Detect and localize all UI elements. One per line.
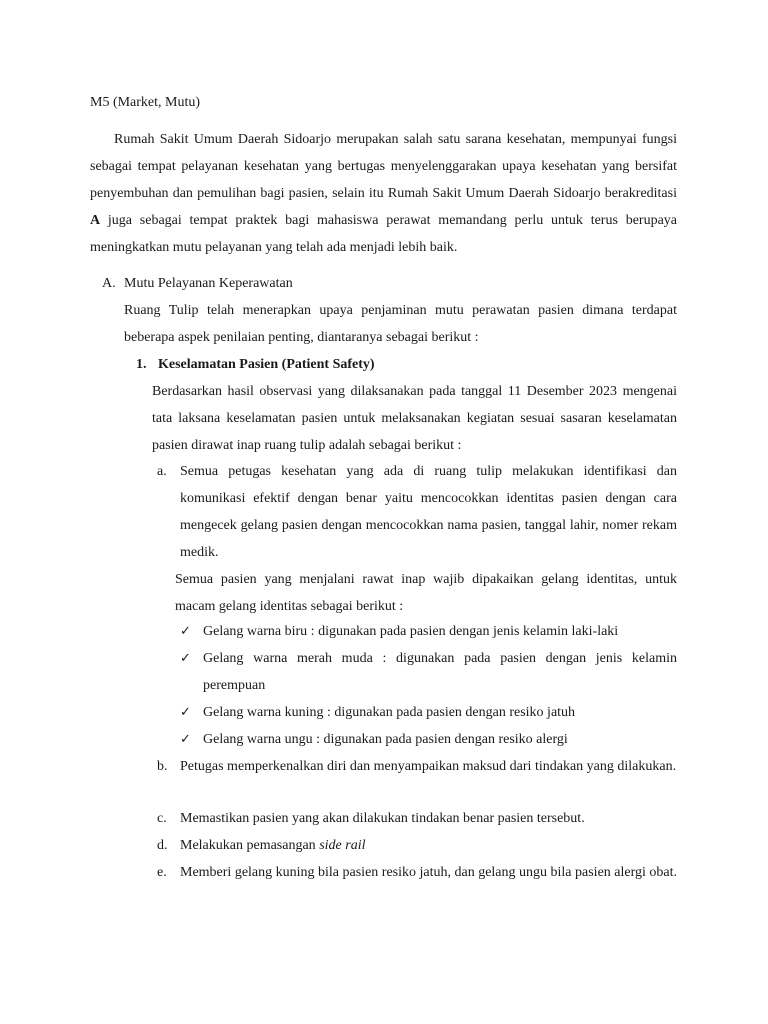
section-a-title: Mutu Pelayanan Keperawatan [124,276,293,291]
check-mark-icon: ✓ [180,651,191,666]
list-item-b-text: Petugas memperkenalkan diri dan menyampaikan maksud dari tindakan yang dilakukan. [180,759,677,774]
check-mark-icon: ✓ [180,732,191,747]
section-a-body: Ruang Tulip telah menerapkan upaya penjaminan mutu perawatan pasien dimana terdapat beberapa aspek penilaian penting, diantaranya sebagai berikut : [124,303,677,345]
list-item-a-marker: a. [157,464,167,479]
check-item-text: Gelang warna biru : digunakan pada pasien dengan jenis kelamin laki-laki [203,624,619,639]
list-item-c-text: Memastikan pasien yang akan dilakukan tindakan benar pasien tersebut. [180,811,585,826]
list-item-c-marker: c. [157,811,167,826]
check-item-text: Gelang warna merah muda : digunakan pada pasien dengan jenis kelamin perempuan [203,651,677,693]
section-a-marker: A. [102,276,116,291]
check-mark-icon: ✓ [180,705,191,720]
section-1-marker: 1. [136,357,147,372]
check-mark-icon: ✓ [180,624,191,639]
list-item-d-text-start: Melakukan pemasangan [180,838,320,853]
list-item-d-marker: d. [157,838,168,853]
section-1-title: Keselamatan Pasien (Patient Safety) [158,357,375,372]
intro-text-start: Rumah Sakit Umum Daerah Sidoarjo merupakan salah satu sarana kesehatan, mempunyai fungsi sebagai tempat pelayanan kesehatan yang bertugas menyelenggarakan upaya kesehatan yang bersifat penyembuhan dan pemulihan bagi pasien, selain itu Rumah Sakit Umum Daerah Sidoarjo berakreditasi [90,132,677,201]
list-item-e-marker: e. [157,865,167,880]
check-item-text: Gelang warna ungu : digunakan pada pasien dengan resiko alergi [203,732,568,747]
document-heading: M5 (Market, Mutu) [90,95,201,110]
side-rail-term: side rail [319,838,366,853]
check-item-text: Gelang warna kuning : digunakan pada pasien dengan resiko jatuh [203,705,576,720]
intro-text-end: juga sebagai tempat praktek bagi mahasiswa perawat memandang perlu untuk terus berupaya meningkatkan mutu pelayanan yang telah ada menjadi lebih baik. [90,213,677,255]
accreditation-grade: A [90,213,101,228]
list-item-d-text [180,832,677,859]
intro-paragraph [90,126,677,261]
list-item-a-text: Semua petugas kesehatan yang ada di ruang tulip melakukan identifikasi dan komunikasi efektif dengan benar yaitu mencocokkan identitas pasien dengan cara mengecek gelang pasien dengan mencocokkan nama pasien, tanggal lahir, nomer rekam medik. [180,464,677,560]
list-item-b-marker: b. [157,759,168,774]
list-item-e-text: Memberi gelang kuning bila pasien resiko jatuh, dan gelang ungu bila pasien alergi obat. [180,865,677,880]
bracelet-note: Semua pasien yang menjalani rawat inap wajib dipakaikan gelang identitas, untuk macam gelang identitas sebagai berikut : [175,572,677,614]
section-1-body: Berdasarkan hasil observasi yang dilaksanakan pada tanggal 11 Desember 2023 mengenai tata laksana keselamatan pasien untuk melaksanakan kegiatan sesuai sasaran keselamatan pasien dirawat inap ruang tulip adalah sebagai berikut : [152,384,677,453]
